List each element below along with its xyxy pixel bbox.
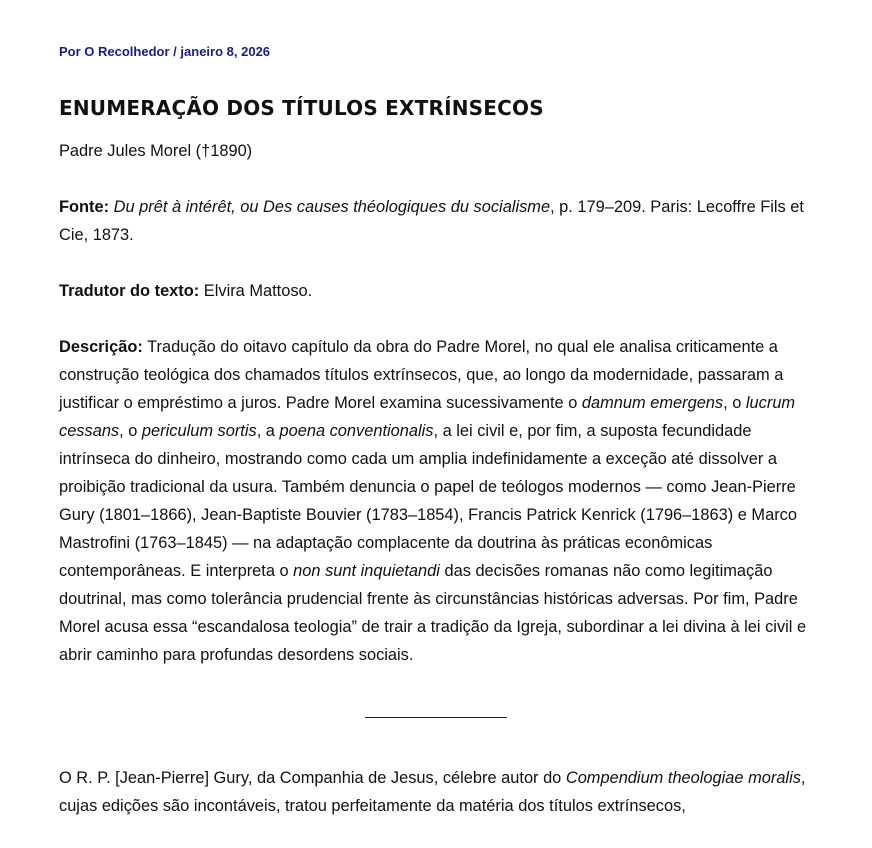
description-italic: lucrum cessans — [59, 394, 796, 440]
description-text: das decisões romanas não como legitimação doutrinal, mas como tolerância prudencial frente às circunstâncias históricas adversas. Por fim, Padre Morel acusa essa “escandalosa teologia” de trair a tradição da Igreja, subordinar a lei divina à lei civil e abrir caminho para profundas desordens sociais. — [59, 562, 807, 664]
post-meta — [59, 44, 270, 59]
description-text: , o — [119, 422, 142, 440]
body-text: , cujas edições são incontáveis, tratou perfeitamente da matéria dos títulos extrínsecos, — [59, 769, 806, 815]
section-divider — [365, 717, 507, 718]
source-work-title: Du prêt à intérêt, ou Des causes théologiques du socialisme — [113, 198, 551, 216]
description-paragraph — [59, 333, 819, 669]
byline: Padre Jules Morel (†1890) — [59, 142, 253, 160]
author-link[interactable]: O Recolhedor — [84, 44, 170, 59]
description-italic: periculum sortis — [141, 422, 257, 440]
source-label: Fonte: — [59, 198, 110, 216]
description-text: Tradução do oitavo capítulo da obra do Padre Morel, no qual ele analisa criticamente a construção teológica dos chamados títulos extrínsecos, que, ao longo da modernidade, passaram a justificar o empréstimo a juros. Padre Morel examina sucessivamente o — [59, 338, 784, 412]
body-paragraph — [59, 764, 819, 820]
description-text: , a lei civil e, por fim, a suposta fecundidade intrínseca do dinheiro, mostrando como cada um amplia indefinidamente a exceção até dissolver a proibição tradicional da usura. Também denuncia o papel de teólogos modernos — como Jean-Pierre Gury (1801–1866), Jean-Baptiste Bouvier (1783–1854), Francis Patrick Kenrick (1796–1863) e Marco Mastrofini (1763–1845) — na adaptação complacente da doutrina às práticas econômicas contemporâneas. E interpreta o — [59, 422, 797, 580]
date-link[interactable]: janeiro 8, 2026 — [180, 44, 271, 59]
description-text: , o — [723, 394, 746, 412]
description-label: Descrição: — [59, 338, 143, 356]
translator-name: Elvira Mattoso. — [203, 282, 313, 300]
description-italic: damnum emergens — [581, 394, 724, 412]
source-paragraph — [59, 193, 819, 249]
description-italic: poena conventionalis — [279, 422, 434, 440]
description-text: , a — [256, 422, 280, 440]
meta-prefix: Por — [59, 44, 81, 59]
body-italic: Compendium theologiae moralis — [565, 769, 801, 787]
page-title: ENUMERAÇÃO DOS TÍTULOS EXTRÍNSECOS — [59, 96, 544, 120]
description-italic: non sunt inquietandi — [293, 562, 440, 580]
source-details: , p. 179–209. Paris: Lecoffre Fils et Cie, 1873. — [59, 198, 804, 244]
article-body — [59, 137, 819, 848]
body-text: O R. P. [Jean-Pierre] Gury, da Companhia de Jesus, célebre autor do — [59, 769, 566, 787]
meta-separator: / — [173, 44, 177, 59]
translator-label: Tradutor do texto: — [59, 282, 200, 300]
translator-paragraph — [59, 277, 819, 305]
